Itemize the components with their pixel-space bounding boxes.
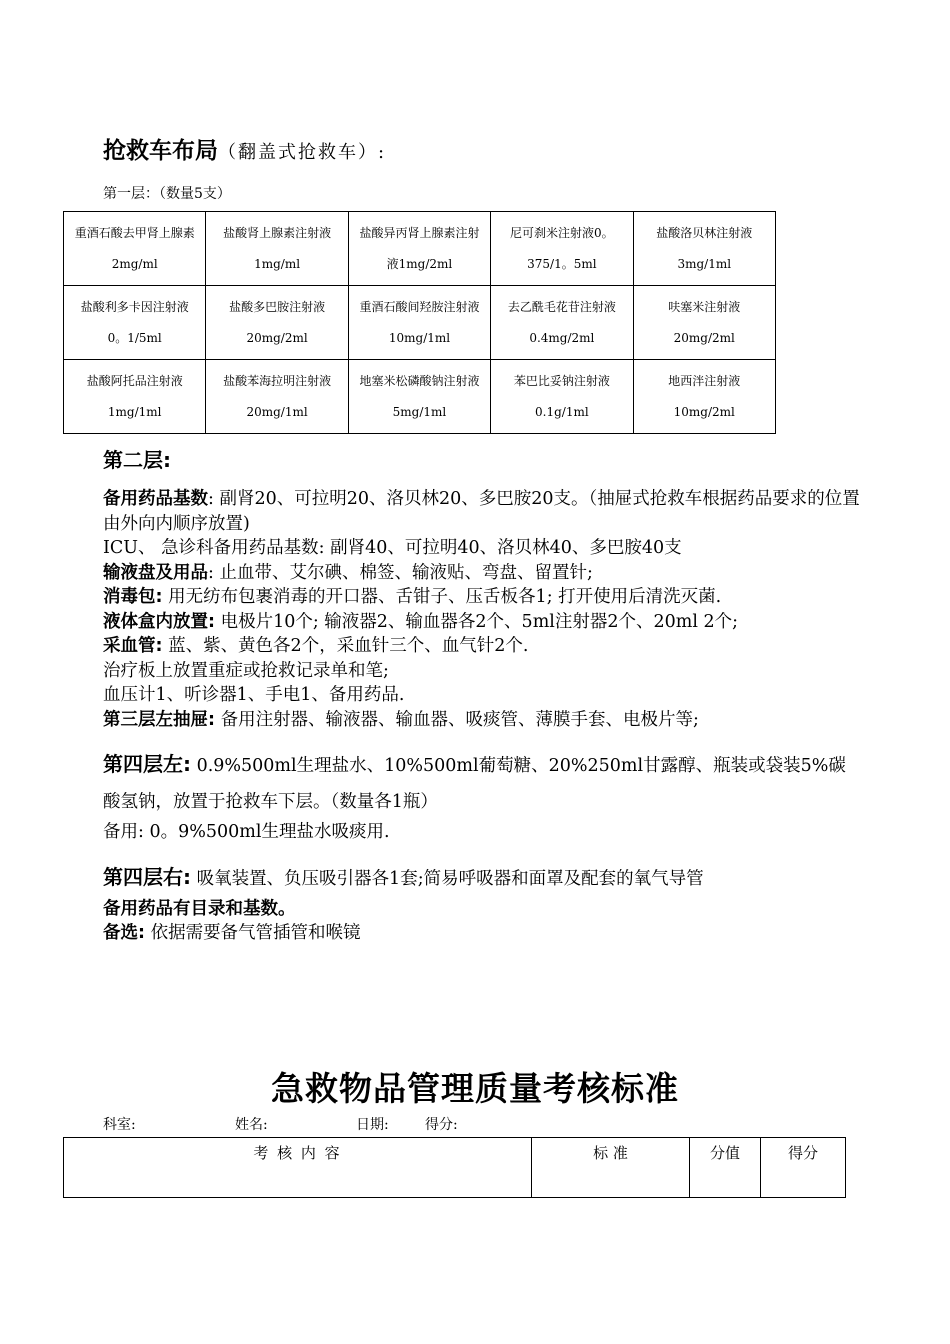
meta-date: 日期:	[356, 1117, 389, 1133]
drug-table	[63, 211, 776, 434]
board-paragraph: 治疗板上放置重症或抢救记录单和笔;	[103, 660, 389, 681]
table-cell: 盐酸多巴胺注射液20mg/2ml	[206, 286, 348, 360]
table-cell: 盐酸利多卡因注射液0。1/5ml	[64, 286, 206, 360]
table-cell: 盐酸肾上腺素注射液1mg/ml	[206, 212, 348, 286]
meta-score: 得分:	[425, 1117, 458, 1133]
box-paragraph: 液体盒内放置: 电极片10个; 输液器2、输血器各2个、5ml注射器2个、20ml 2个;	[103, 611, 739, 632]
layer1-label: 第一层：（数量5支）	[103, 186, 231, 202]
bp-paragraph: 血压计1、听诊器1、手电1、备用药品.	[103, 685, 405, 705]
table-cell: 盐酸洛贝林注射液3mg/1ml	[633, 212, 775, 286]
body-text	[103, 445, 863, 946]
table-cell: 重酒石酸去甲肾上腺素2mg/ml	[64, 212, 206, 286]
meta-name: 姓名:	[235, 1117, 268, 1133]
layer4-left-reserve: 备用: 0。9%500ml生理盐水吸痰用.	[103, 822, 390, 842]
blood-paragraph: 采血管: 蓝、紫、黄色各2个，采血针三个、血气针2个.	[103, 636, 529, 656]
title-main: 抢救车布局	[103, 138, 218, 164]
table-cell: 重酒石酸间羟胺注射液10mg/1ml	[348, 286, 490, 360]
table-cell: 盐酸异丙肾上腺素注射液1mg/2ml	[348, 212, 490, 286]
title-sub: （翻盖式抢救车）:	[218, 142, 387, 163]
column-header: 分值	[690, 1138, 761, 1198]
page-title	[103, 132, 386, 165]
infusion-paragraph: 输液盘及用品: 止血带、艾尔碘、棉签、输液贴、弯盘、留置针;	[103, 562, 593, 583]
table-header-row	[64, 1138, 846, 1198]
table-cell: 去乙酰毛花苷注射液0.4mg/2ml	[491, 286, 633, 360]
doc-title: 急救物品管理质量考核标准	[271, 1069, 679, 1108]
meta-dept: 科室:	[103, 1117, 136, 1133]
layer3-paragraph: 第三层左抽屉: 备用注射器、输液器、输血器、吸痰管、薄膜手套、电极片等;	[103, 709, 699, 730]
table-cell: 尼可刹米注射液0。375/1。5ml	[491, 212, 633, 286]
column-header: 得分	[761, 1138, 846, 1198]
table-row	[64, 286, 776, 360]
column-header: 标 准	[532, 1138, 690, 1198]
table-cell: 苯巴比妥钠注射液0.1g/1ml	[491, 360, 633, 434]
reserve-label: 备用药品基数	[103, 489, 208, 509]
table-cell: 地西泮注射液10mg/2ml	[633, 360, 775, 434]
reserve-paragraph: 备用药品基数: 副肾20、可拉明20、洛贝林20、多巴胺20支。（抽屉式抢救车根据药品要求的位置由外向内顺序放置)	[103, 489, 860, 534]
table-row	[64, 360, 776, 434]
column-header: 考 核 内 容	[64, 1138, 532, 1198]
table-cell: 地塞米松磷酸钠注射液5mg/1ml	[348, 360, 490, 434]
layer4-left-paragraph: 第四层左: 0.9%500ml生理盐水、10%500ml葡萄糖、20%250ml甘露醇、瓶装或袋装5%碳酸氢钠，放置于抢救车下层。（数量各1瓶）	[103, 752, 846, 812]
catalog-note: 备用药品有目录和基数。	[103, 898, 296, 919]
disinfect-paragraph: 消毒包: 用无纺布包裹消毒的开口器、舌钳子、压舌板各1; 打开使用后清洗灭菌.	[103, 587, 722, 607]
layer4-right-paragraph: 第四层右: 吸氧装置、负压吸引器各1套;简易呼吸器和面罩及配套的氧气导管	[103, 864, 704, 889]
table-cell: 盐酸苯海拉明注射液20mg/1ml	[206, 360, 348, 434]
icu-paragraph: ICU、 急诊科备用药品基数: 副肾40、可拉明40、洛贝林40、多巴胺40支	[103, 538, 682, 558]
optional-note: 备选: 依据需要备气管插管和喉镜	[103, 923, 361, 943]
score-table	[63, 1137, 846, 1198]
section-heading: 第二层:	[103, 448, 171, 472]
table-cell: 盐酸阿托品注射液1mg/1ml	[64, 360, 206, 434]
table-cell: 呋塞米注射液20mg/2ml	[633, 286, 775, 360]
table-row	[64, 212, 776, 286]
